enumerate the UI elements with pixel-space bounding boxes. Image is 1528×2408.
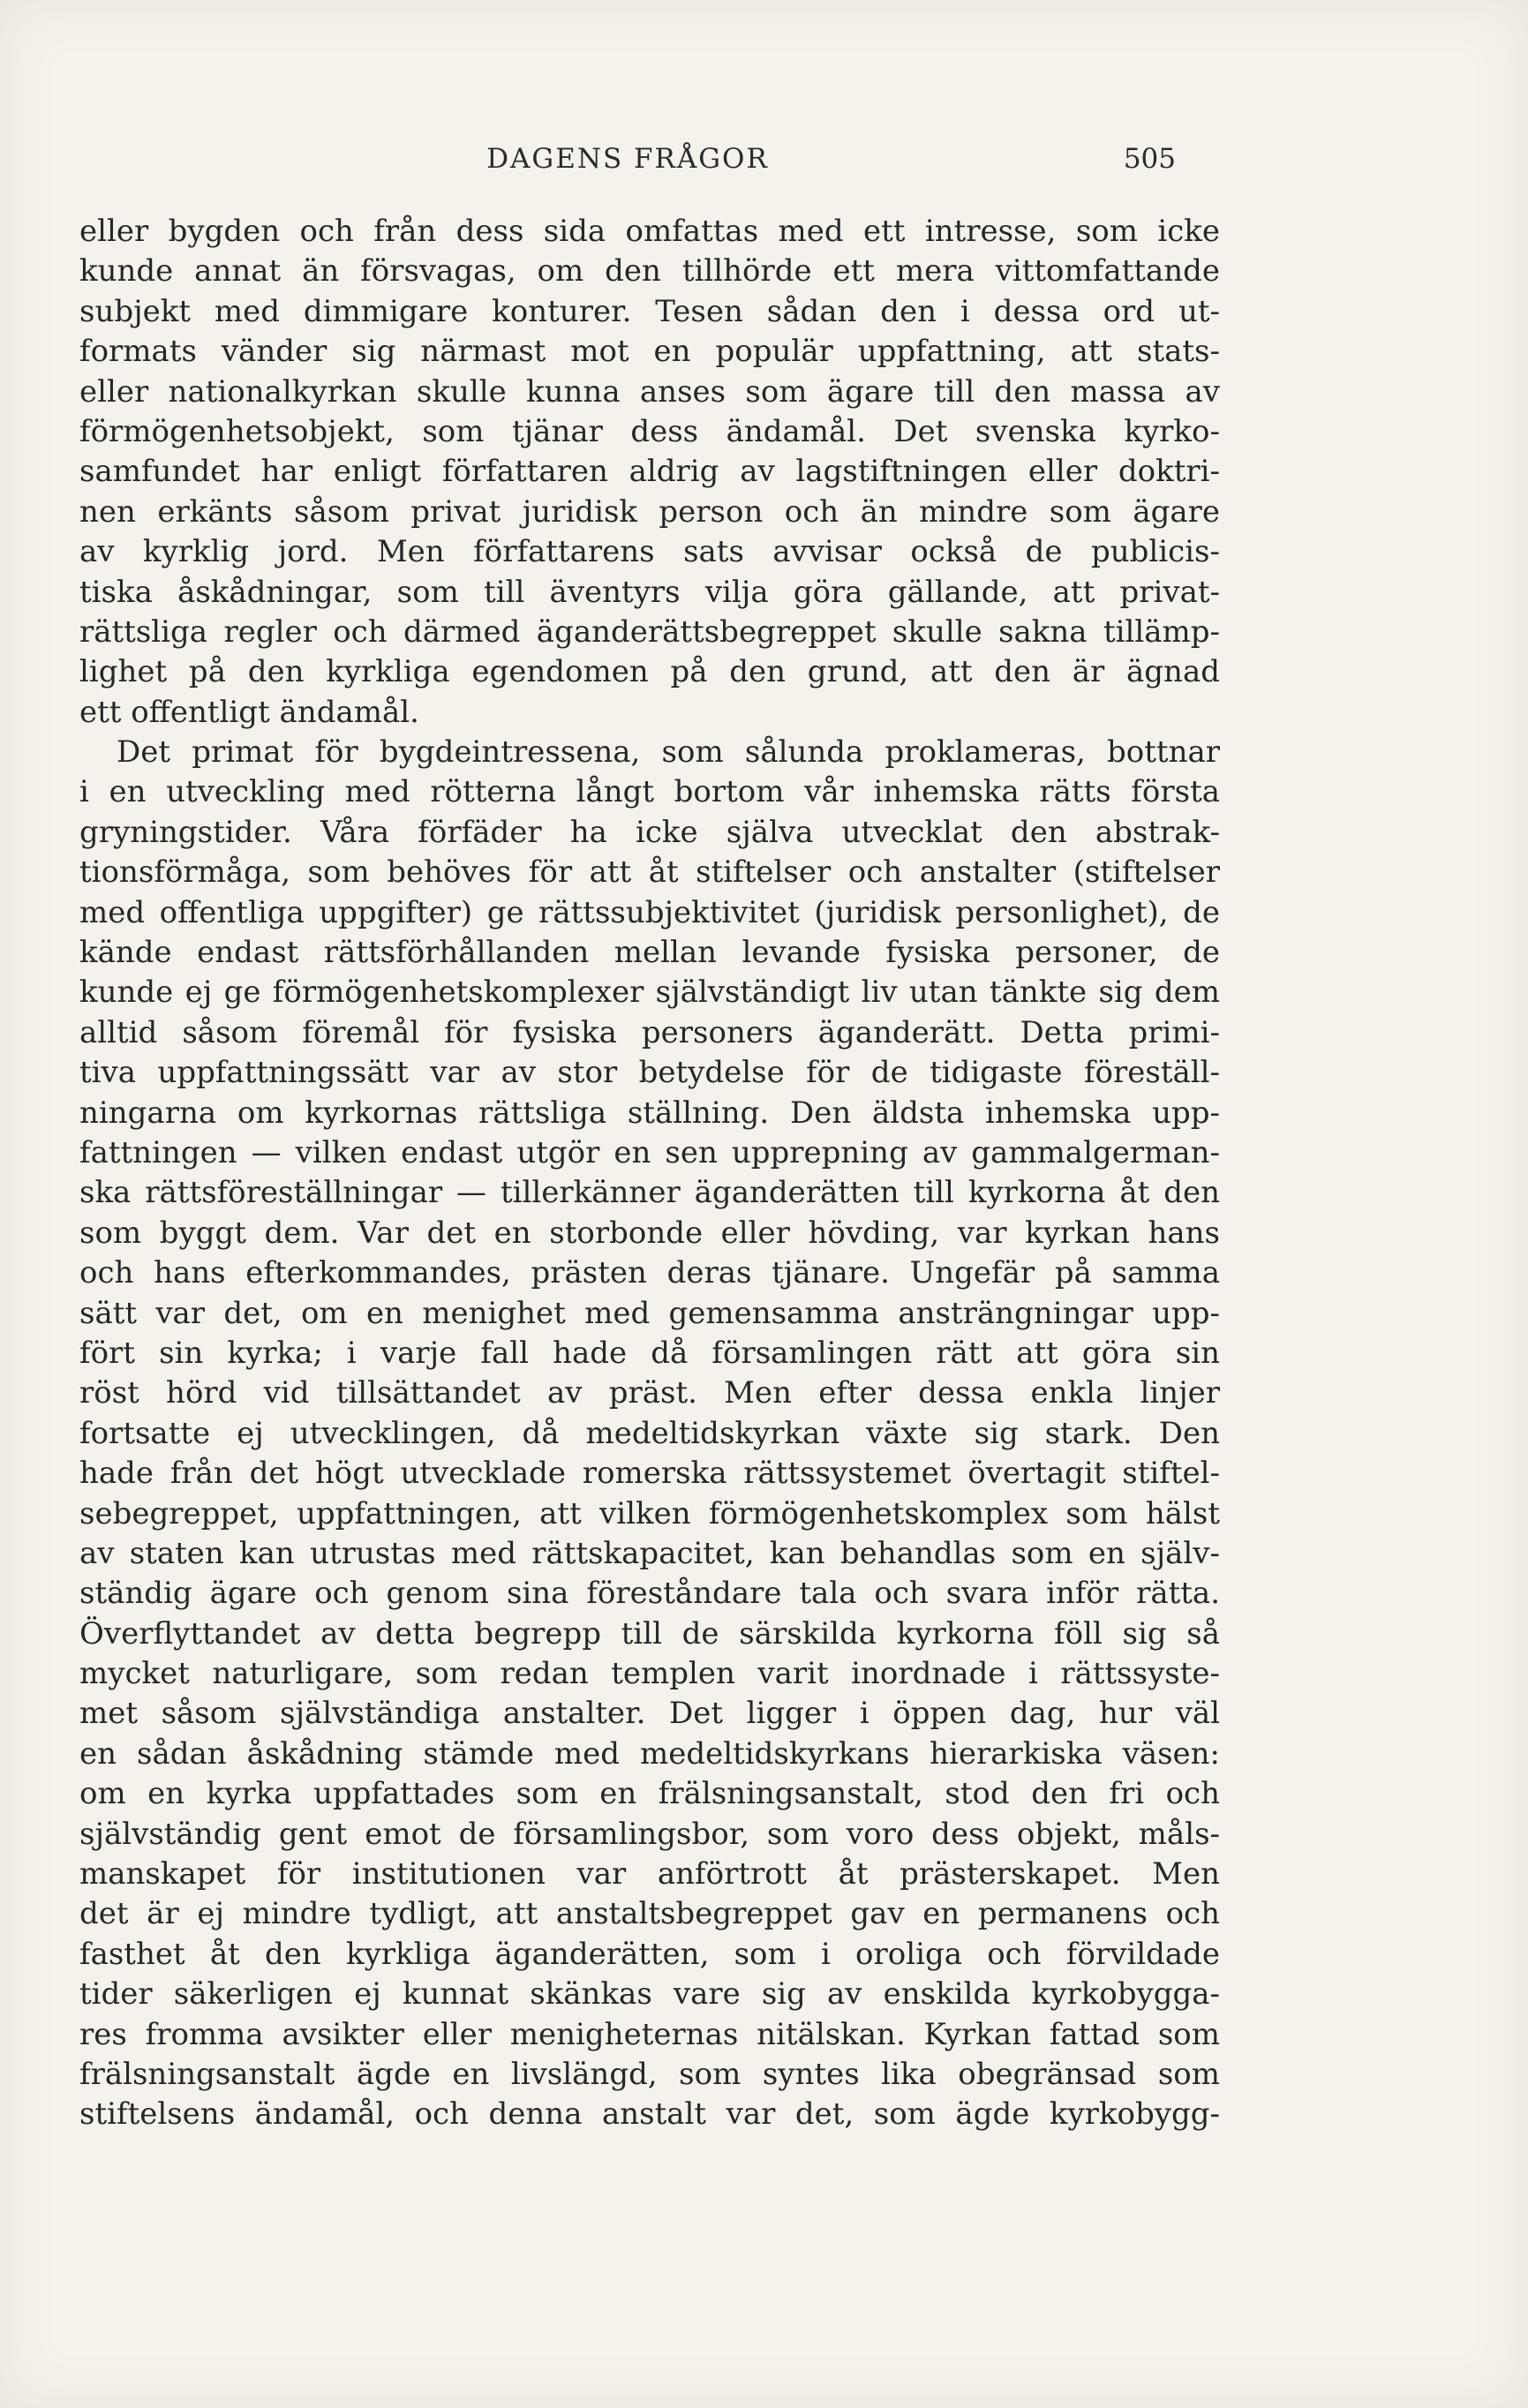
text-line: och hans efterkommandes, prästen deras tjänare. Ungefär på samma [79, 1255, 1220, 1291]
text-line: formats vänder sig närmast mot en populär uppfattning, att stats- [79, 334, 1220, 370]
text-line: subjekt med dimmigare konturer. Tesen sådan den i dessa ord ut- [79, 293, 1220, 329]
text-line: röst hörd vid tillsättandet av präst. Men efter dessa enkla linjer [79, 1375, 1220, 1411]
text-line: met såsom självständiga anstalter. Det ligger i öppen dag, hur väl [79, 1696, 1220, 1732]
text-line: förmögenhetsobjekt, som tjänar dess ändamål. Det svenska kyrko- [79, 413, 1220, 449]
text-line: manskapet för institutionen var anförtrott åt prästerskapet. Men [79, 1856, 1220, 1893]
text-line: rättsliga regler och därmed äganderättsbegreppet skulle sakna tillämp- [79, 613, 1220, 650]
text-line: om en kyrka uppfattades som en frälsningsanstalt, stod den fri och [79, 1776, 1220, 1812]
text-line: Det primat för bygdeintressena, som sålunda proklameras, bottnar [117, 734, 1220, 771]
text-line: tiva uppfattningssätt var av stor betydelse för de tidigaste föreställ- [79, 1055, 1220, 1091]
text-line: en sådan åskådning stämde med medeltidskyrkans hierarkiska väsen: [79, 1735, 1220, 1772]
text-line: tiska åskådningar, som till äventyrs vilja göra gällande, att privat- [79, 574, 1220, 610]
text-line: med offentliga uppgifter) ge rättssubjektivitet (juridisk personlighet), de [79, 894, 1220, 930]
text-line: tionsförmåga, som behöves för att åt stiftelser och anstalter (stiftelser [79, 854, 1220, 891]
text-line: självständig gent emot de församlingsbor, som voro dess objekt, måls- [79, 1816, 1220, 1852]
text-line: av kyrklig jord. Men författarens sats avvisar också de publicis- [79, 534, 1220, 570]
text-line: i en utveckling med rötterna långt bortom vår inhemska rätts första [79, 774, 1220, 810]
text-line: hade från det högt utvecklade romerska rättssystemet övertagit stiftel- [79, 1456, 1220, 1492]
text-line: kunde ej ge förmögenhetskomplexer självständigt liv utan tänkte sig dem [79, 974, 1220, 1011]
page-header [79, 143, 1176, 187]
running-title: DAGENS FRÅGOR [486, 143, 769, 175]
text-line: eller nationalkyrkan skulle kunna anses som ägare till den massa av [79, 373, 1220, 410]
text-line: som byggt dem. Var det en storbonde eller hövding, var kyrkan hans [79, 1215, 1220, 1251]
text-line: det är ej mindre tydligt, att anstaltsbegreppet gav en permanens och [79, 1896, 1220, 1932]
text-line: sätt var det, om en menighet med gemensamma ansträngningar upp- [79, 1295, 1220, 1331]
text-line: av staten kan utrustas med rättskapacitet, kan behandlas som en själv- [79, 1535, 1220, 1571]
text-line: ett offentligt ändamål. [79, 694, 419, 730]
text-line: nen erkänts såsom privat juridisk person och än mindre som ägare [79, 493, 1220, 530]
page-number: 505 [1123, 143, 1176, 175]
text-line: lighet på den kyrkliga egendomen på den grund, att den är ägnad [79, 654, 1220, 690]
text-line: ningarna om kyrkornas rättsliga ställning. Den äldsta inhemska upp- [79, 1095, 1220, 1131]
text-line: fört sin kyrka; i varje fall hade då församlingen rätt att göra sin [79, 1335, 1220, 1371]
text-line: ska rättsföreställningar — tillerkänner äganderätten till kyrkorna åt den [79, 1175, 1220, 1211]
paragraph-1 [79, 212, 1220, 733]
text-line: tider säkerligen ej kunnat skänkas vare sig av enskilda kyrkobygga- [79, 1976, 1220, 2013]
text-line: alltid såsom föremål för fysiska personers äganderätt. Detta primi- [79, 1014, 1220, 1050]
text-line: mycket naturligare, som redan templen varit inordnade i rättssyste- [79, 1656, 1220, 1692]
paragraph-2 [79, 733, 1220, 2135]
text-line: ständig ägare och genom sina föreståndare tala och svara inför rätta. [79, 1576, 1220, 1612]
text-line: stiftelsens ändamål, och denna anstalt var det, som ägde kyrkobygg- [79, 2096, 1220, 2133]
text-line: fasthet åt den kyrkliga äganderätten, som i oroliga och förvildade [79, 1936, 1220, 1972]
text-line: frälsningsanstalt ägde en livslängd, som syntes lika obegränsad som [79, 2056, 1220, 2092]
text-line: gryningstider. Våra förfäder ha icke själva utvecklat den abstrak- [79, 814, 1220, 850]
text-line: eller bygden och från dess sida omfattas med ett intresse, som icke [79, 214, 1220, 249]
text-line: Överflyttandet av detta begrepp till de särskilda kyrkorna föll sig så [79, 1615, 1220, 1652]
text-line: sebegreppet, uppfattningen, att vilken förmögenhetskomplex som hälst [79, 1495, 1220, 1531]
text-line: res fromma avsikter eller menigheternas nitälskan. Kyrkan fattad som [79, 2016, 1220, 2052]
body-text [79, 212, 1220, 2135]
text-line: fortsatte ej utvecklingen, då medeltidskyrkan växte sig stark. Den [79, 1415, 1220, 1451]
text-line: kände endast rättsförhållanden mellan levande fysiska personer, de [79, 935, 1220, 971]
text-line: samfundet har enligt författaren aldrig av lagstiftningen eller doktri- [79, 454, 1220, 490]
text-line: fattningen — vilken endast utgör en sen upprepning av gammalgerman- [79, 1134, 1220, 1170]
text-line: kunde annat än försvagas, om den tillhörde ett mera vittomfattande [79, 253, 1220, 290]
